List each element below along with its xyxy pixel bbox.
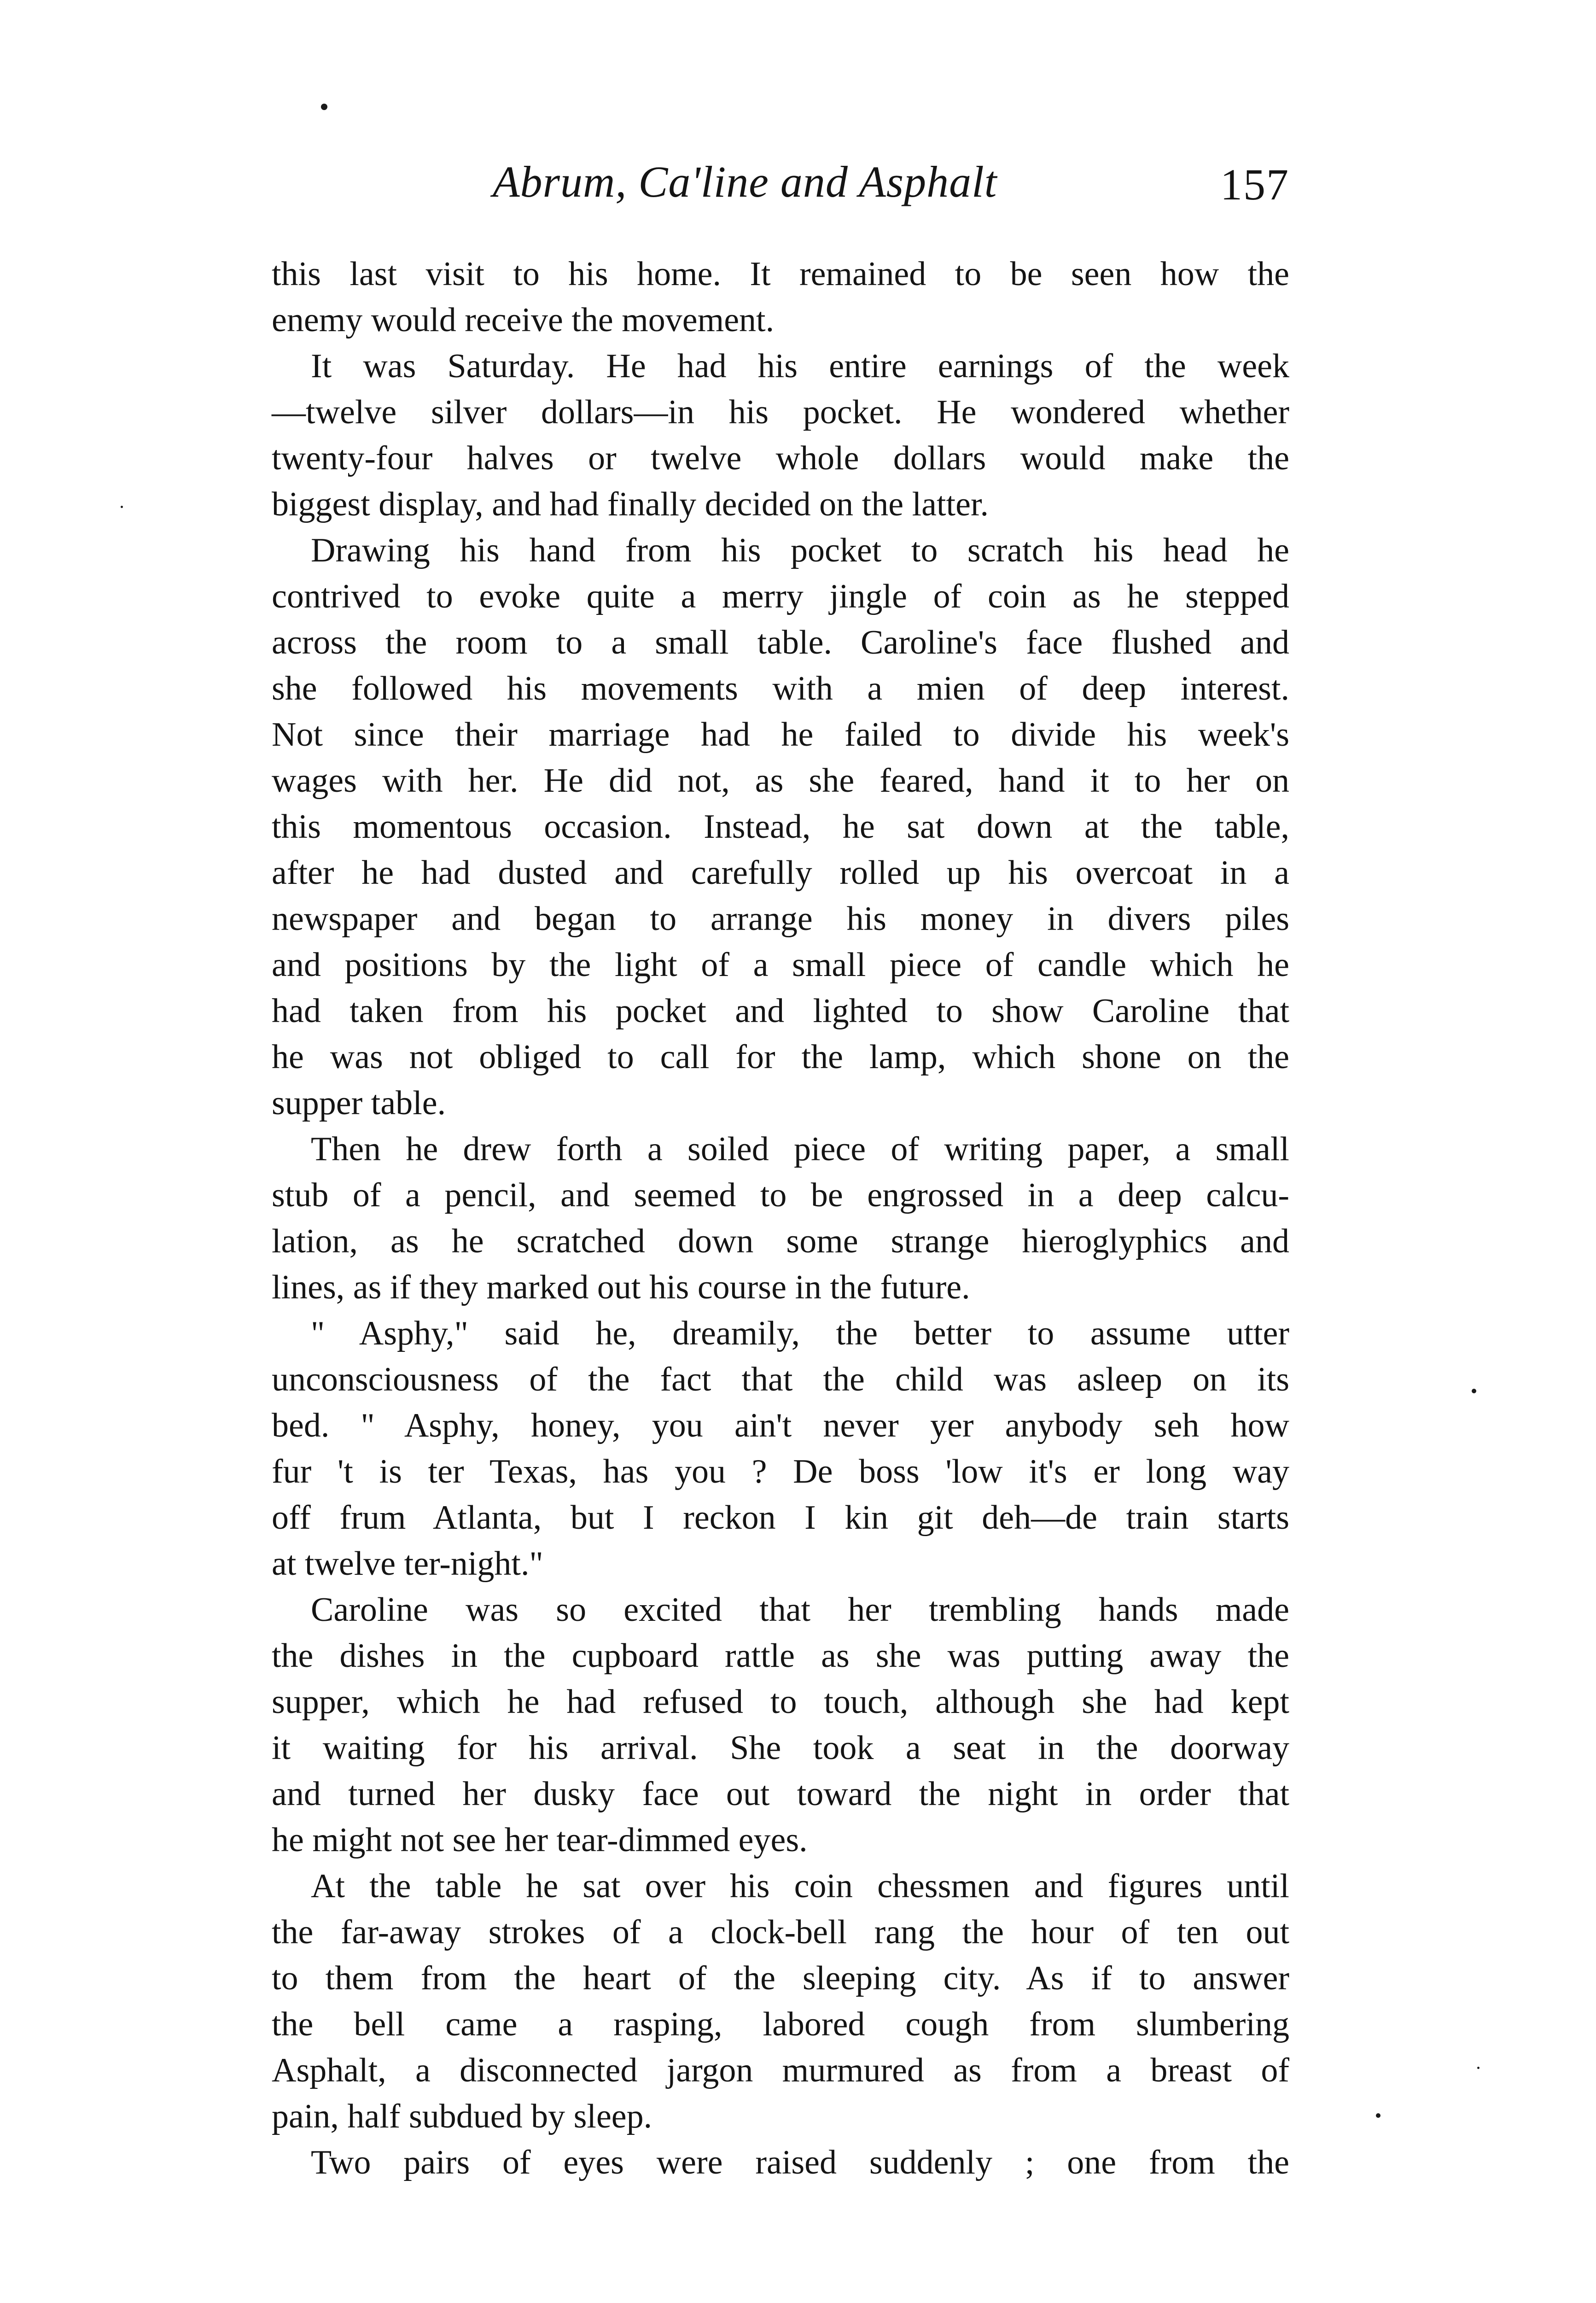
text-line: he was not obliged to call for the lamp, which shone on the bbox=[272, 1038, 1289, 1076]
text-line: this last visit to his home. It remained to be seen how the bbox=[272, 255, 1289, 293]
page-number: 157 bbox=[1220, 160, 1289, 209]
text-line: after he had dusted and carefully rolled up his overcoat in a bbox=[272, 854, 1289, 892]
text-line: had taken from his pocket and lighted to show Caroline that bbox=[272, 992, 1289, 1030]
text-line: unconsciousness of the fact that the child was asleep on its bbox=[272, 1361, 1289, 1398]
ink-speck bbox=[121, 506, 123, 508]
ink-speck bbox=[1477, 2067, 1480, 2069]
text-line: biggest display, and had finally decided on the latter. bbox=[272, 485, 989, 523]
text-line: At the table he sat over his coin chessmen and figures until bbox=[311, 1867, 1289, 1905]
text-line: it waiting for his arrival. She took a seat in the doorway bbox=[272, 1729, 1289, 1767]
text-line: newspaper and began to arrange his money in divers piles bbox=[272, 900, 1289, 938]
text-line: enemy would receive the movement. bbox=[272, 301, 775, 339]
text-line: It was Saturday. He had his entire earnings of the week bbox=[311, 347, 1289, 385]
text-line: supper, which he had refused to touch, although she had kept bbox=[272, 1683, 1289, 1721]
text-line: she followed his movements with a mien of deep interest. bbox=[272, 670, 1289, 707]
text-line: Drawing his hand from his pocket to scratch his head he bbox=[311, 532, 1289, 569]
text-line: " Asphy," said he, dreamily, the better to assume utter bbox=[311, 1315, 1289, 1352]
text-line: contrived to evoke quite a merry jingle of coin as he stepped bbox=[272, 578, 1289, 615]
text-line: across the room to a small table. Caroline's face flushed and bbox=[272, 624, 1289, 661]
ink-speck bbox=[1472, 1389, 1476, 1393]
text-line: pain, half subdued by sleep. bbox=[272, 2098, 652, 2135]
text-line: supper table. bbox=[272, 1084, 446, 1122]
text-line: fur 't is ter Texas, has you ? De boss 'low it's er long way bbox=[272, 1453, 1289, 1491]
text-line: bed. " Asphy, honey, you ain't never yer anybody seh how bbox=[272, 1407, 1289, 1444]
ink-speck bbox=[1376, 2113, 1380, 2118]
text-line: lines, as if they marked out his course in the future. bbox=[272, 1268, 970, 1306]
text-line: this momentous occasion. Instead, he sat down at the table, bbox=[272, 808, 1289, 846]
text-line: the bell came a rasping, labored cough from slumbering bbox=[272, 2005, 1289, 2043]
text-line: Then he drew forth a soiled piece of writing paper, a small bbox=[311, 1130, 1289, 1168]
body-text bbox=[272, 251, 1289, 2186]
text-line: the dishes in the cupboard rattle as she was putting away the bbox=[272, 1637, 1289, 1675]
text-line: he might not see her tear-dimmed eyes. bbox=[272, 1821, 808, 1859]
text-line: Asphalt, a disconnected jargon murmured as from a breast of bbox=[272, 2052, 1289, 2089]
text-line: —twelve silver dollars—in his pocket. He wondered whether bbox=[272, 393, 1289, 431]
text-line: to them from the heart of the sleeping city. As if to answer bbox=[272, 1959, 1289, 1997]
ink-speck bbox=[321, 104, 327, 110]
text-line: off frum Atlanta, but I reckon I kin git deh—de train starts bbox=[272, 1499, 1289, 1537]
running-title: Abrum, Ca'line and Asphalt bbox=[493, 157, 997, 206]
text-line: Not since their marriage had he failed to divide his week's bbox=[272, 716, 1289, 754]
text-line: twenty-four halves or twelve whole dollars would make the bbox=[272, 439, 1289, 477]
text-line: at twelve ter-night." bbox=[272, 1545, 543, 1583]
text-line: Caroline was so excited that her trembling hands made bbox=[311, 1591, 1289, 1629]
text-line: lation, as he scratched down some strange hieroglyphics and bbox=[272, 1222, 1289, 1260]
text-line: and turned her dusky face out toward the night in order that bbox=[272, 1775, 1289, 1813]
page-header bbox=[272, 152, 1289, 216]
text-line: the far-away strokes of a clock-bell rang the hour of ten out bbox=[272, 1913, 1289, 1951]
text-line: and positions by the light of a small piece of candle which he bbox=[272, 946, 1289, 984]
text-line: Two pairs of eyes were raised suddenly ; one from the bbox=[311, 2144, 1289, 2181]
text-line: stub of a pencil, and seemed to be engrossed in a deep calcu- bbox=[272, 1176, 1289, 1214]
text-line: wages with her. He did not, as she feared, hand it to her on bbox=[272, 762, 1289, 800]
